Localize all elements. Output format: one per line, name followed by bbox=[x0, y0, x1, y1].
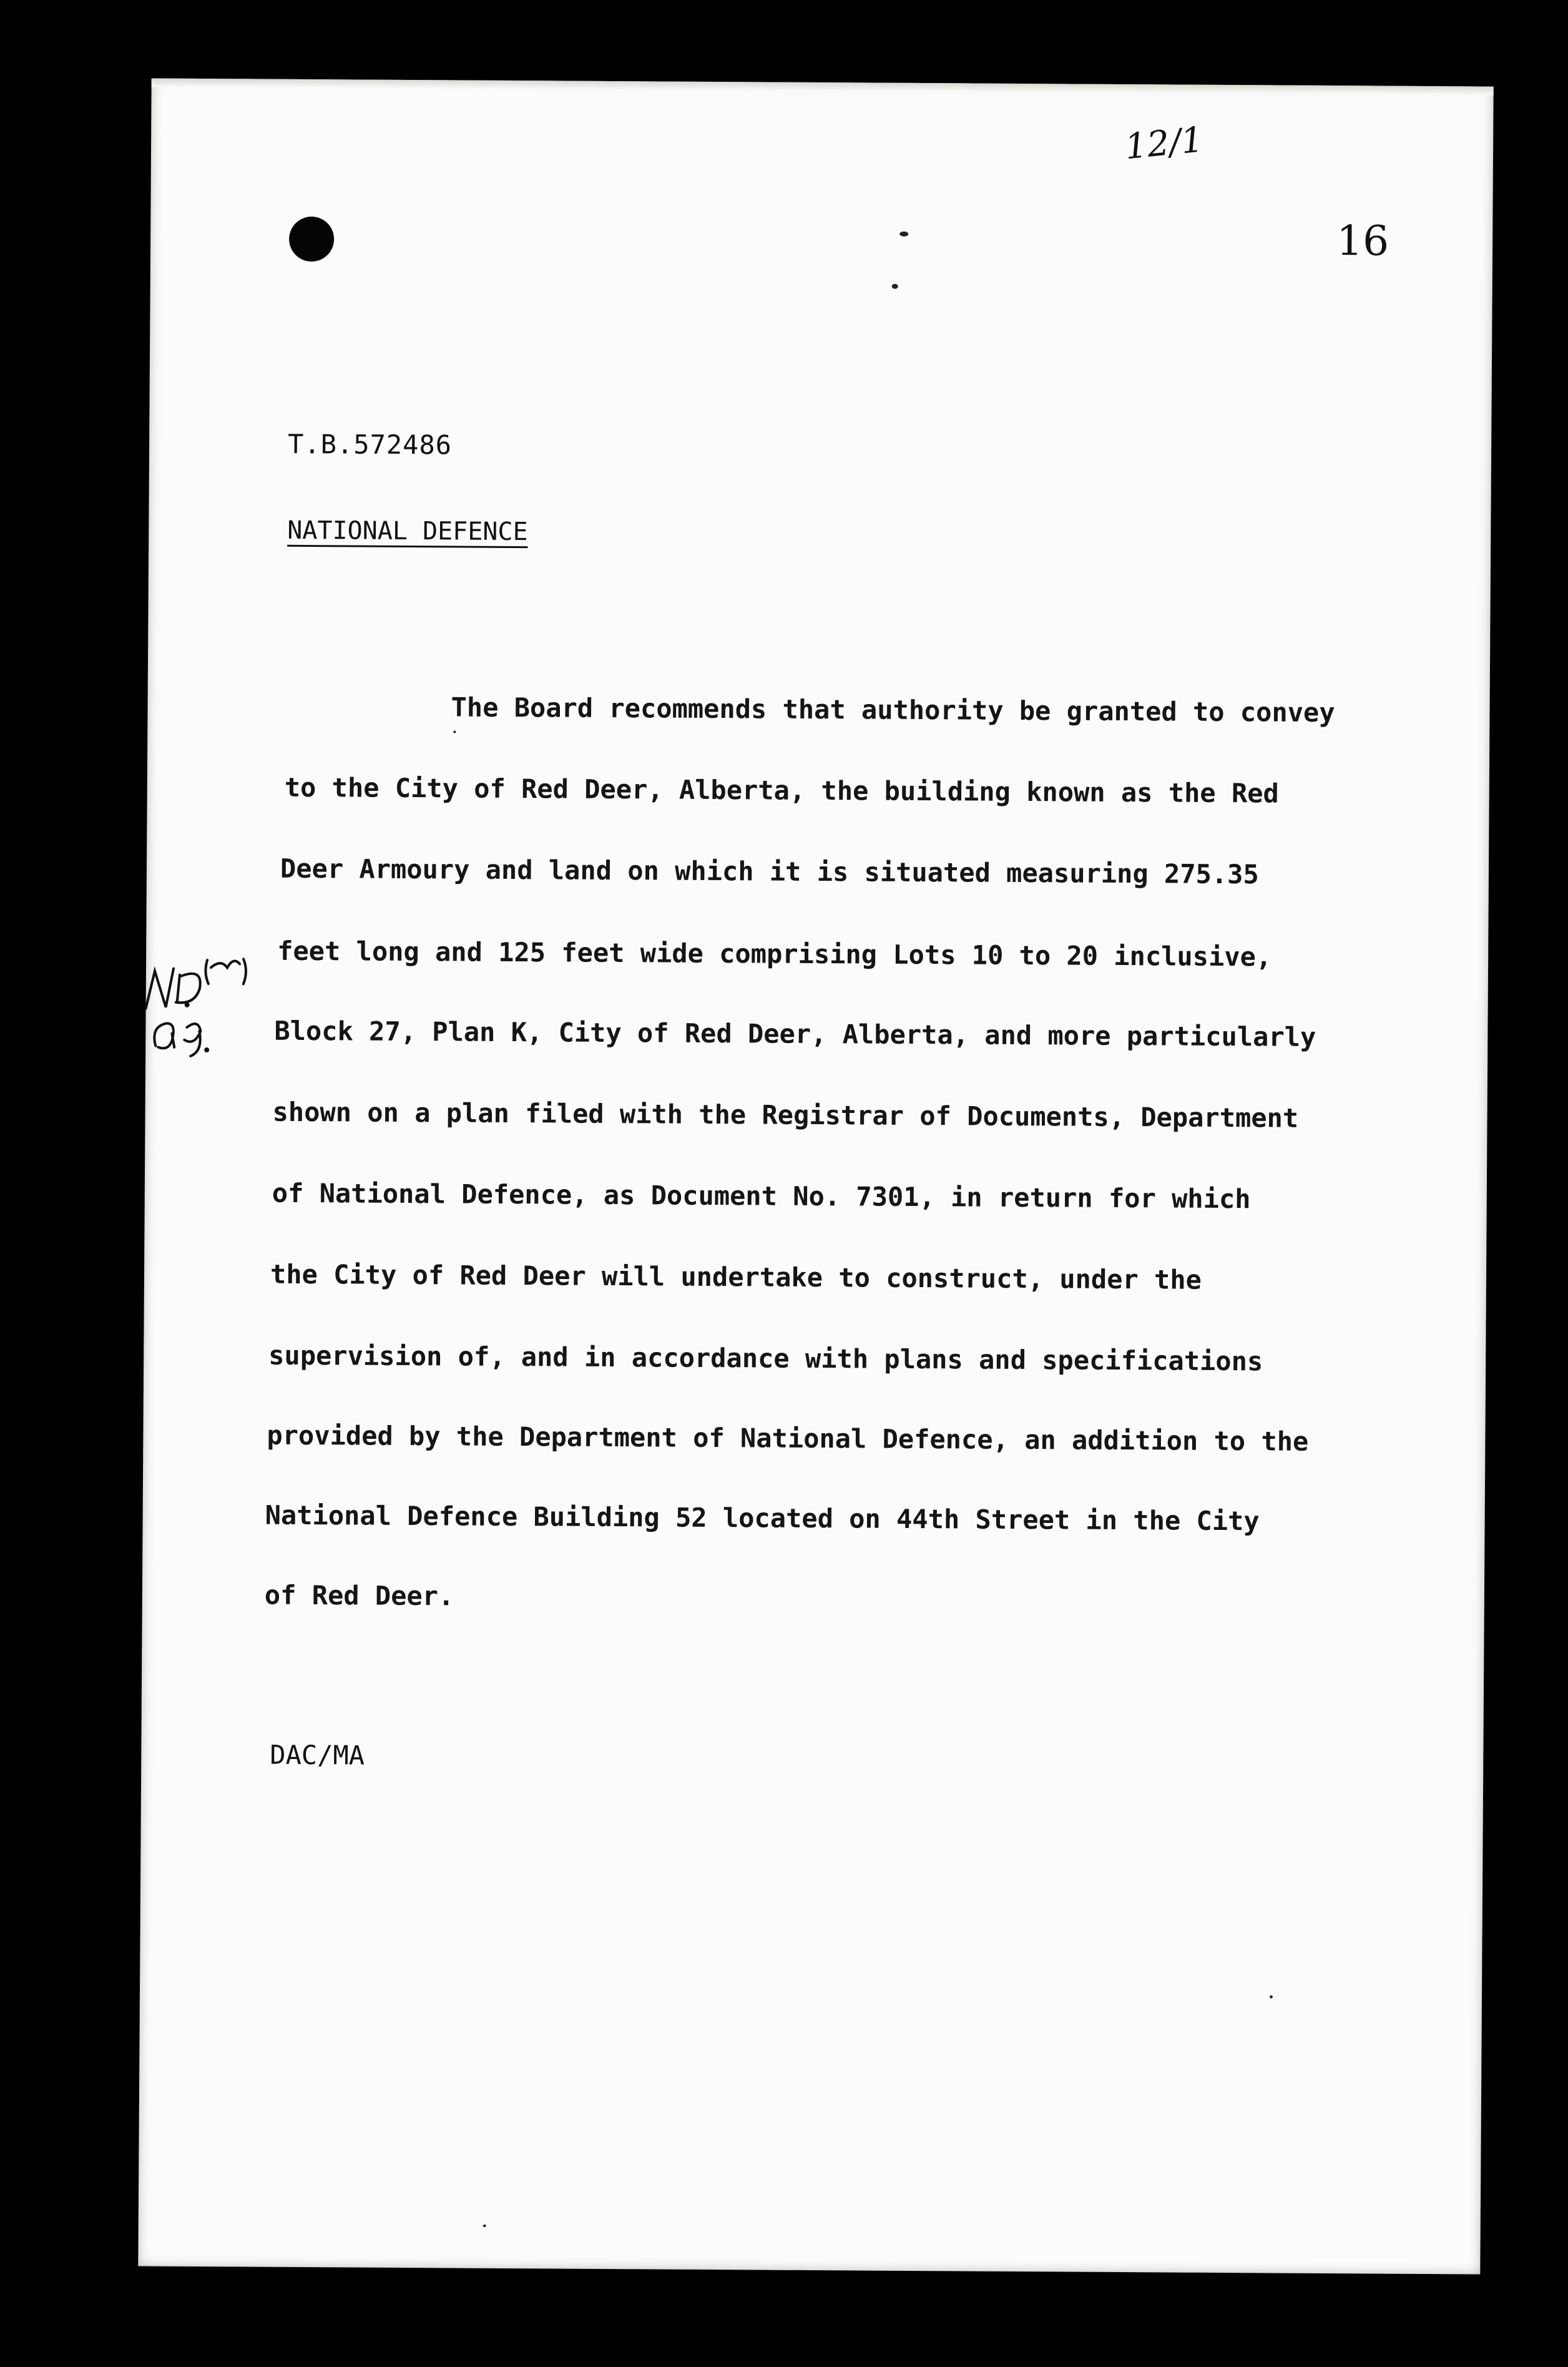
scan-speck bbox=[892, 284, 898, 289]
scan-speck bbox=[453, 730, 456, 733]
document-heading: NATIONAL DEFENCE bbox=[287, 516, 528, 547]
scan-speck bbox=[899, 232, 908, 237]
body-line: Block 27, Plan K, City of Red Deer, Alberta, and more particularly bbox=[274, 1015, 1316, 1052]
body-line: National Defence Building 52 located on 44th Street in the City bbox=[265, 1499, 1260, 1537]
body-line: of National Defence, as Document No. 7301, in return for which bbox=[272, 1177, 1251, 1215]
punch-hole bbox=[289, 217, 334, 262]
handwritten-folio: 12/1 bbox=[1123, 119, 1205, 168]
typist-initials: DAC/MA bbox=[270, 1739, 365, 1771]
scan-speck bbox=[483, 2225, 486, 2227]
body-line: supervision of, and in accordance with plans and specifications bbox=[268, 1340, 1263, 1377]
handwritten-margin-annotation bbox=[133, 939, 283, 1065]
body-line: The Board recommends that authority be granted to convey bbox=[451, 692, 1335, 728]
body-line: provided by the Department of National Defence, an addition to the bbox=[267, 1419, 1309, 1457]
body-line: to the City of Red Deer, Alberta, the building known as the Red bbox=[284, 772, 1279, 809]
body-line: shown on a plan filed with the Registrar of Documents, Department bbox=[272, 1096, 1299, 1134]
scan-speck bbox=[1270, 1995, 1273, 1998]
body-line: Deer Armoury and land on which it is situated measuring 275.35 bbox=[280, 853, 1259, 890]
body-line: of Red Deer. bbox=[264, 1579, 454, 1612]
document-page bbox=[138, 78, 1493, 2274]
page-number: 16 bbox=[1336, 217, 1389, 265]
body-line: the City of Red Deer will undertake to construct, under the bbox=[270, 1258, 1202, 1295]
treasury-board-reference: T.B.572486 bbox=[288, 428, 453, 461]
page-top-edge bbox=[152, 78, 1494, 95]
body-line: feet long and 125 feet wide comprising Lots 10 to 20 inclusive, bbox=[277, 935, 1272, 973]
